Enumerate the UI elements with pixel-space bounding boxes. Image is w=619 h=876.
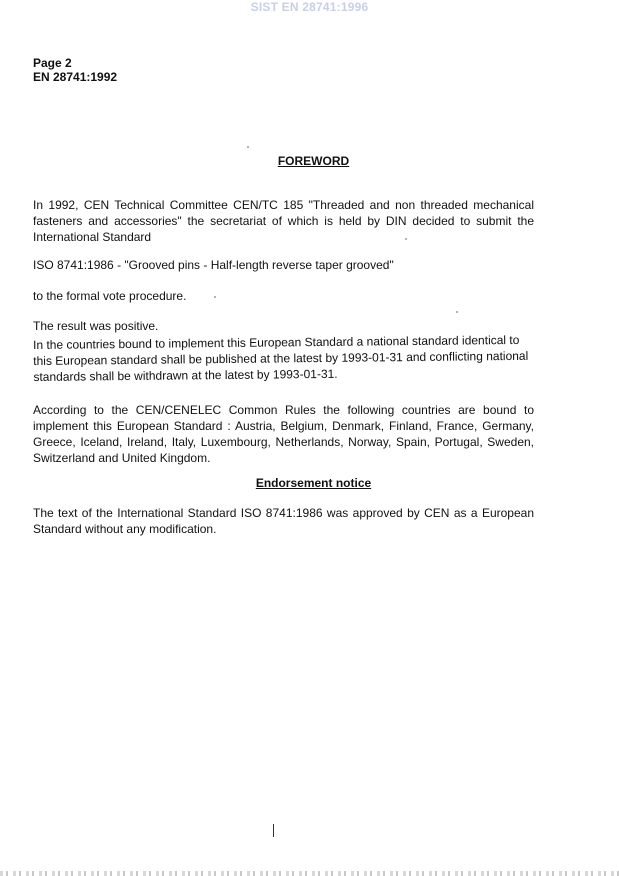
standard-number: EN 28741:1992	[33, 70, 118, 84]
endorsement-heading: Endorsement notice	[255, 476, 372, 490]
foreword-heading: FOREWORD	[277, 154, 350, 168]
foreword-paragraph: In 1992, CEN Technical Committee CEN/TC 185 "Threaded and non threaded mechanical fasteners and accessories" the secretariat of which is held by DIN decided to submit the International Standard	[33, 198, 534, 244]
scan-speck	[247, 146, 249, 148]
scan-speck	[405, 238, 407, 240]
foreword-paragraph: According to the CEN/CENELEC Common Rules the following countries are bound to implement this European Standard : Austria, Belgium, Denmark, Finland, France, Germany, Greece, Iceland, Ireland, Italy, Luxembourg, Netherlands, Norway, Spain, Portugal, Sweden, Switzerland and United Kingdom.	[33, 403, 534, 465]
page-mark	[273, 824, 274, 837]
scan-speck	[214, 296, 216, 298]
endorsement-text: The text of the International Standard ISO 8741:1986 was approved by CEN as a European Standard without any modification.	[33, 506, 534, 536]
foreword-paragraph: The result was positive.	[33, 319, 159, 333]
page-reference	[33, 56, 117, 84]
scan-speck	[456, 311, 458, 313]
scan-edge	[0, 871, 619, 876]
foreword-paragraph: to the formal vote procedure.	[33, 289, 187, 303]
page-number: Page 2	[33, 56, 72, 70]
foreword-paragraph: ISO 8741:1986 - "Grooved pins - Half-length reverse taper grooved"	[33, 258, 394, 272]
watermark: SIST EN 28741:1996	[250, 0, 369, 14]
foreword-paragraph: In the countries bound to implement this European Standard a national standard identical to this European standard shall be published at the latest by 1993-01-31 and conflicting national standards shall be withdrawn at the latest by 1993-01-31.	[33, 332, 529, 384]
